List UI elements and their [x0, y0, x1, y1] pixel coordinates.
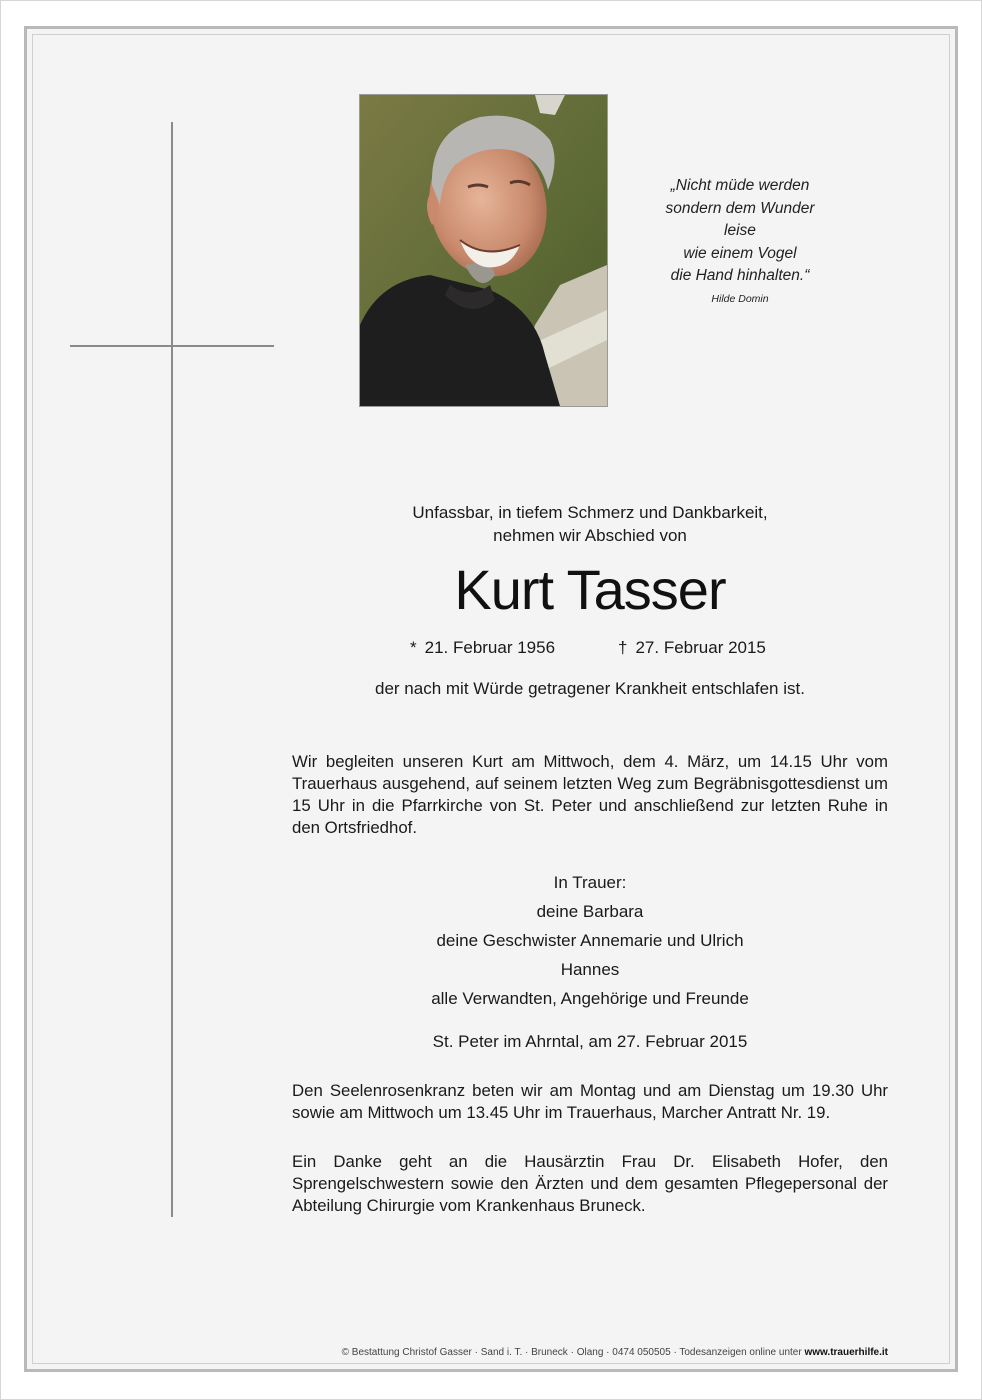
- rosary-paragraph: Den Seelenrosenkranz beten wir am Montag und am Dienstag um 19.30 Uhr sowie am Mittwoch um 13.45 Uhr im Trauerhaus, Marcher Antratt Nr. 19.: [292, 1081, 888, 1122]
- birth-symbol: *: [410, 638, 417, 657]
- death-date-text: 27. Februar 2015: [635, 638, 766, 657]
- intro-line: nehmen wir Abschied von: [493, 526, 687, 545]
- cross-horizontal-bar: [70, 345, 274, 347]
- quote-line: die Hand hinhalten.“: [670, 267, 810, 284]
- intro-text: [290, 501, 890, 547]
- thanks-paragraph: Ein Danke geht an die Hausärztin Frau Dr. Elisabeth Hofer, den Sprengelschwestern sowie den Ärzten und dem gesamten Pflegepersonal der Abteilung Chirurgie vom Krankenhaus Bruneck.: [292, 1152, 888, 1215]
- death-symbol: †: [618, 638, 628, 657]
- portrait-photo: [360, 95, 607, 406]
- birth-date: [410, 637, 555, 659]
- quote-line: leise: [724, 222, 756, 239]
- intro-line: Unfassbar, in tiefem Schmerz und Dankbarkeit,: [412, 503, 768, 522]
- footer-text: © Bestattung Christof Gasser · Sand i. T. · Bruneck · Olang · 0474 050505 · Todesanzeigen online unter: [341, 1347, 802, 1358]
- mourners-heading: In Trauer:: [553, 873, 627, 892]
- death-date: [618, 637, 766, 659]
- portrait-illustration: [360, 95, 607, 406]
- quote-line: sondern dem Wunder: [665, 199, 815, 217]
- mourners-list: [290, 868, 890, 1013]
- deceased-name: Kurt Tasser: [454, 558, 726, 621]
- quote-line: „Nicht müde werden: [670, 177, 810, 194]
- birth-date-text: 21. Februar 1956: [424, 638, 556, 657]
- funeral-paragraph: Wir begleiten unseren Kurt am Mittwoch, dem 4. März, um 14.15 Uhr vom Trauerhaus ausgehend, auf seinem letzten Weg zum Begräbnisgottesdienst um 15 Uhr in die Pfarrkirche von St. Peter und anschließend zur letzten Ruhe in den Ortsfriedhof.: [292, 752, 888, 837]
- mourner-item: Hannes: [560, 960, 620, 979]
- place-date: St. Peter im Ahrntal, am 27. Februar 2015: [432, 1032, 748, 1051]
- memorial-quote: [640, 175, 840, 307]
- footer-link[interactable]: www.trauerhilfe.it: [804, 1347, 888, 1358]
- death-description: der nach mit Würde getragener Krankheit entschlafen ist.: [375, 679, 805, 698]
- mourner-item: deine Geschwister Annemarie und Ulrich: [436, 931, 744, 950]
- footer-credit: [292, 1346, 888, 1360]
- mourner-item: alle Verwandten, Angehörige und Freunde: [431, 989, 749, 1008]
- quote-author: Hilde Domin: [711, 292, 769, 305]
- quote-line: wie einem Vogel: [683, 244, 797, 262]
- cross-vertical-bar: [171, 122, 173, 1217]
- mourner-item: deine Barbara: [536, 902, 644, 921]
